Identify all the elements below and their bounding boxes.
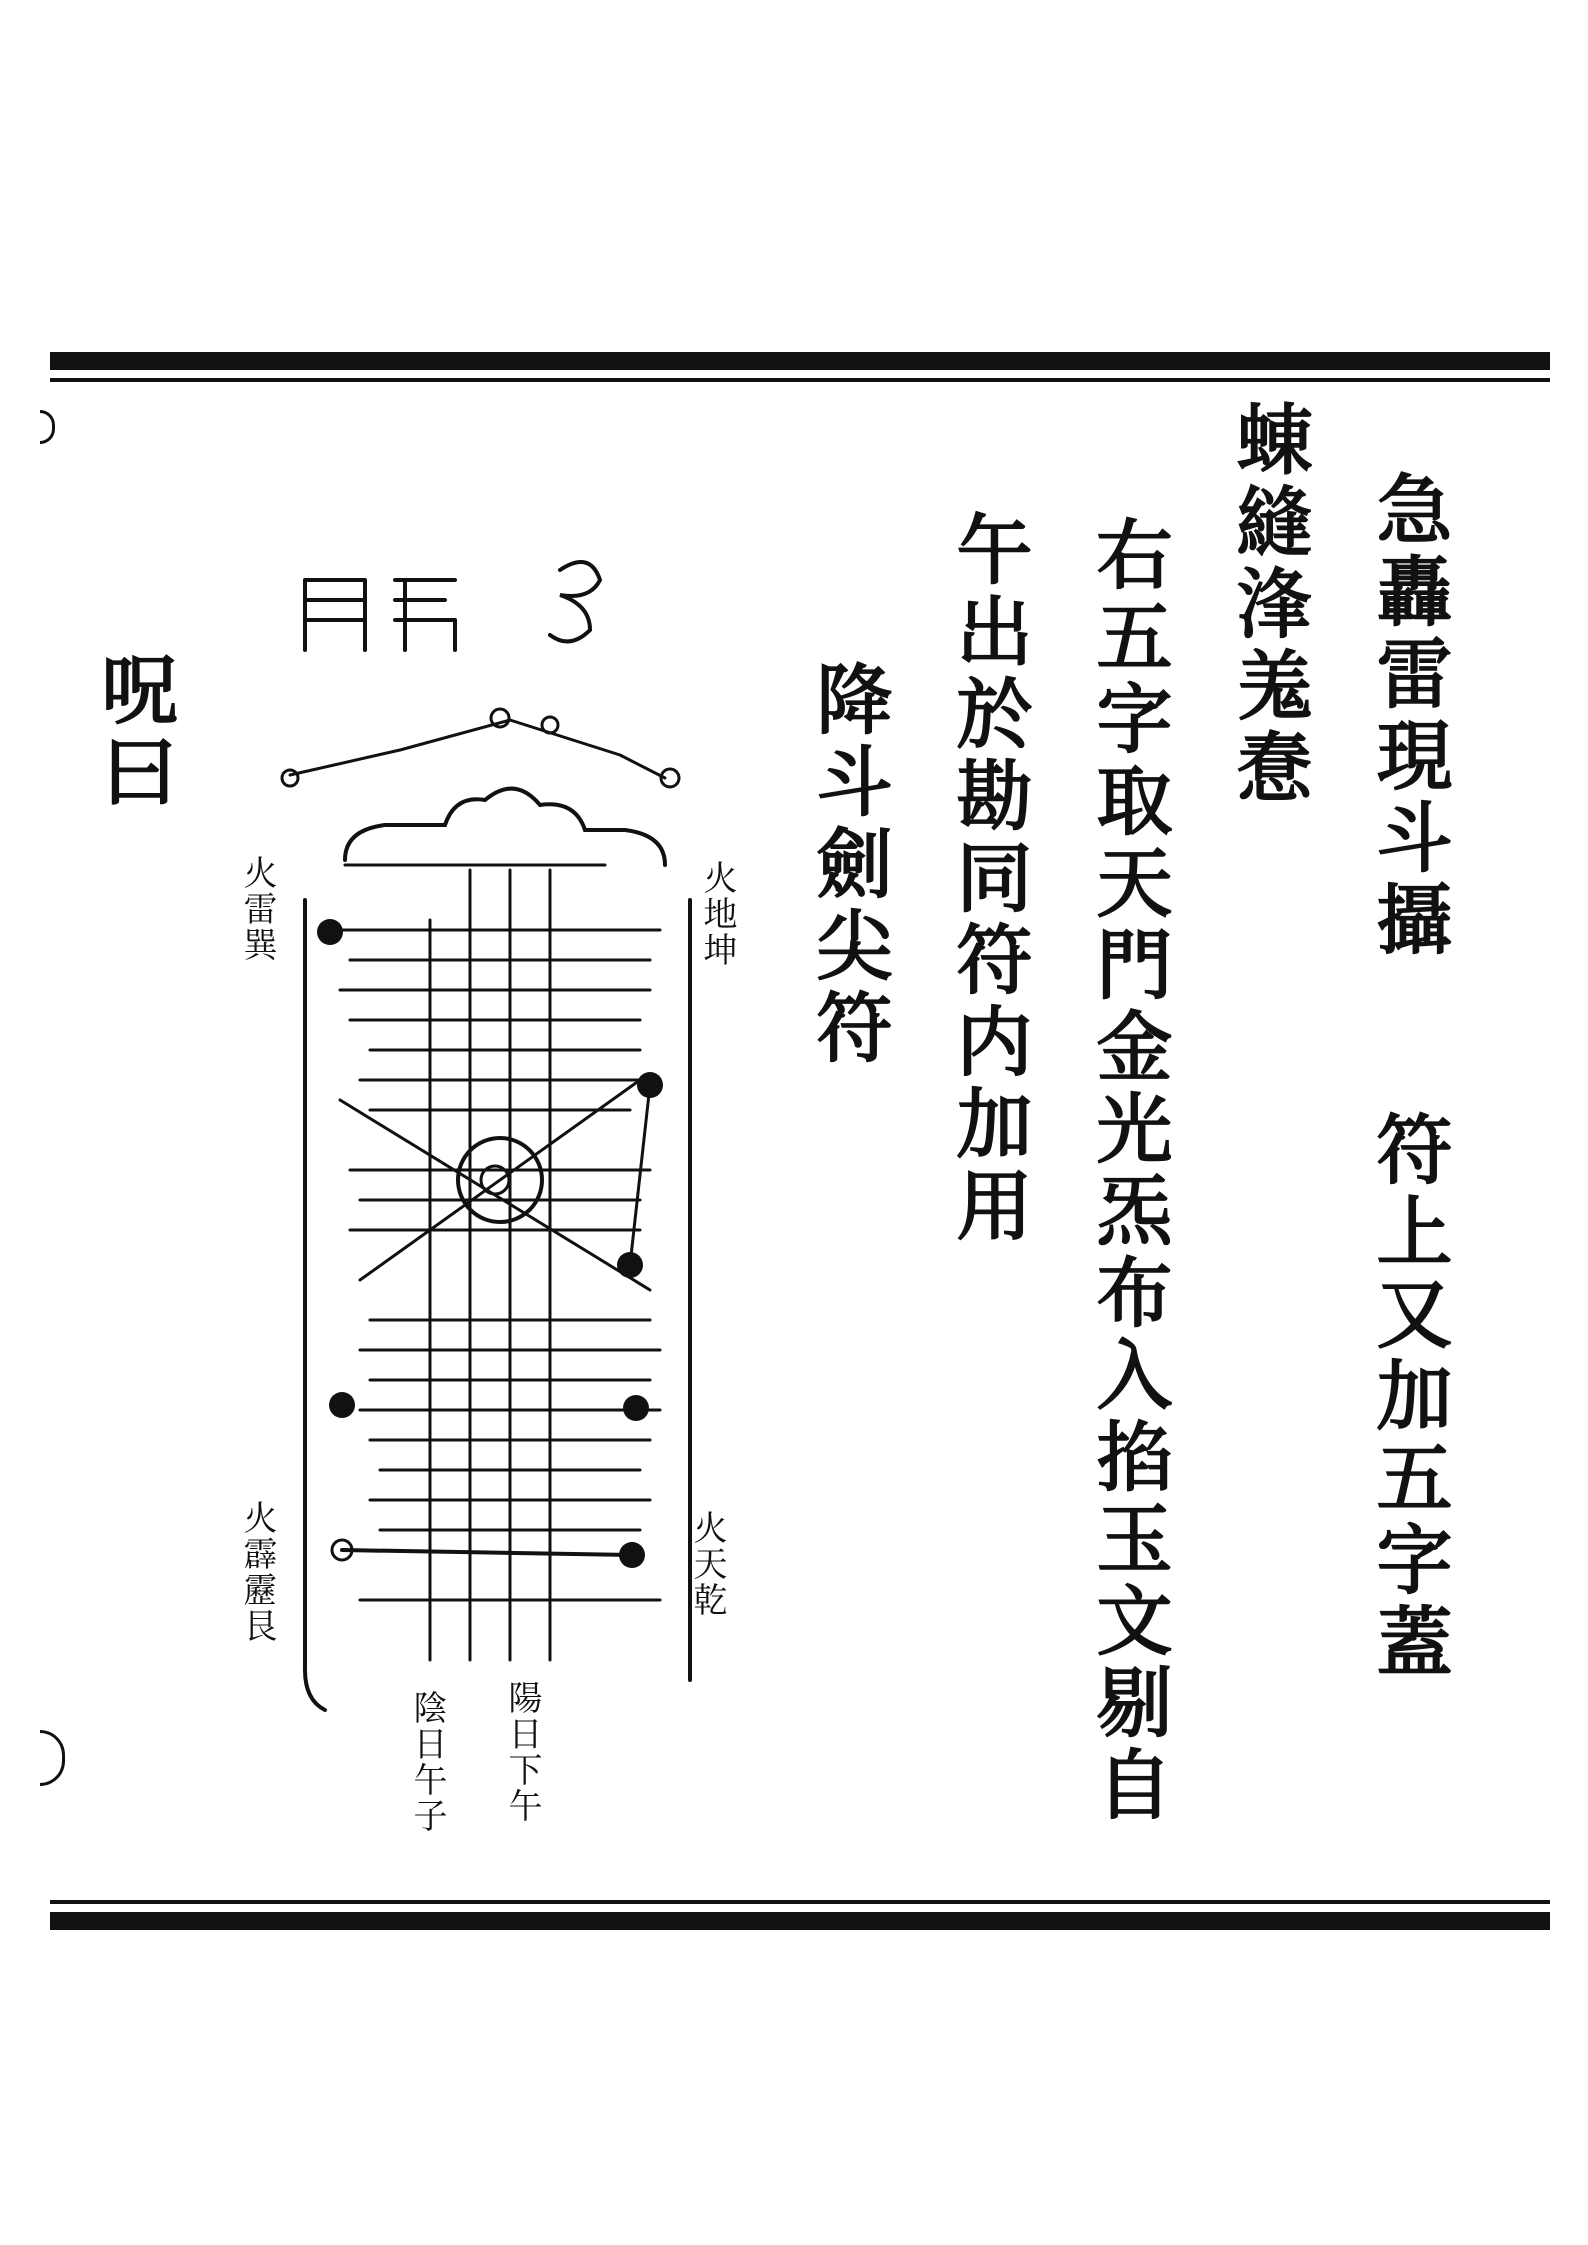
- label-fire-thunderbolt-gen: 火霹靂艮: [237, 1500, 277, 1644]
- talisman-cord: [282, 709, 679, 787]
- top-border-thin: [50, 378, 1550, 382]
- bottom-border-thick: [50, 1912, 1550, 1930]
- talisman-frame: [305, 870, 690, 1710]
- text-column-1b: 符上又加五字蓋: [1364, 1110, 1453, 1684]
- talisman-crown: [345, 789, 665, 865]
- text-column-2: 蝀縫浲羗惷: [1224, 400, 1313, 810]
- talisman-figure: [230, 520, 790, 1760]
- label-fire-earth-kun: 火地坤: [697, 860, 737, 968]
- text-column-5: 降斗劍尖符: [804, 660, 893, 1070]
- text-column-4: 午出於勘同符内加用: [944, 510, 1033, 1248]
- text-column-3: 右五字取天門金光炁布入掐玉文剔自: [1084, 515, 1173, 1827]
- binding-mark-top: [40, 410, 55, 444]
- top-border-thick: [50, 352, 1550, 370]
- label-fire-heaven-qian: 火天乾: [687, 1510, 727, 1618]
- bottom-border-thin: [50, 1900, 1550, 1904]
- talisman-svg: [230, 520, 790, 1760]
- binding-mark-bottom: [40, 1730, 65, 1786]
- note-yin-day: 陰日午子: [407, 1690, 447, 1834]
- note-yang-day: 陽日下午: [502, 1680, 542, 1824]
- text-column-6: 呪曰: [89, 650, 178, 814]
- text-column-1: 急轟雷現斗攝: [1364, 470, 1453, 962]
- talisman-top-glyphs: [305, 562, 600, 650]
- label-fire-thunder-xun: 火雷巽: [237, 855, 277, 963]
